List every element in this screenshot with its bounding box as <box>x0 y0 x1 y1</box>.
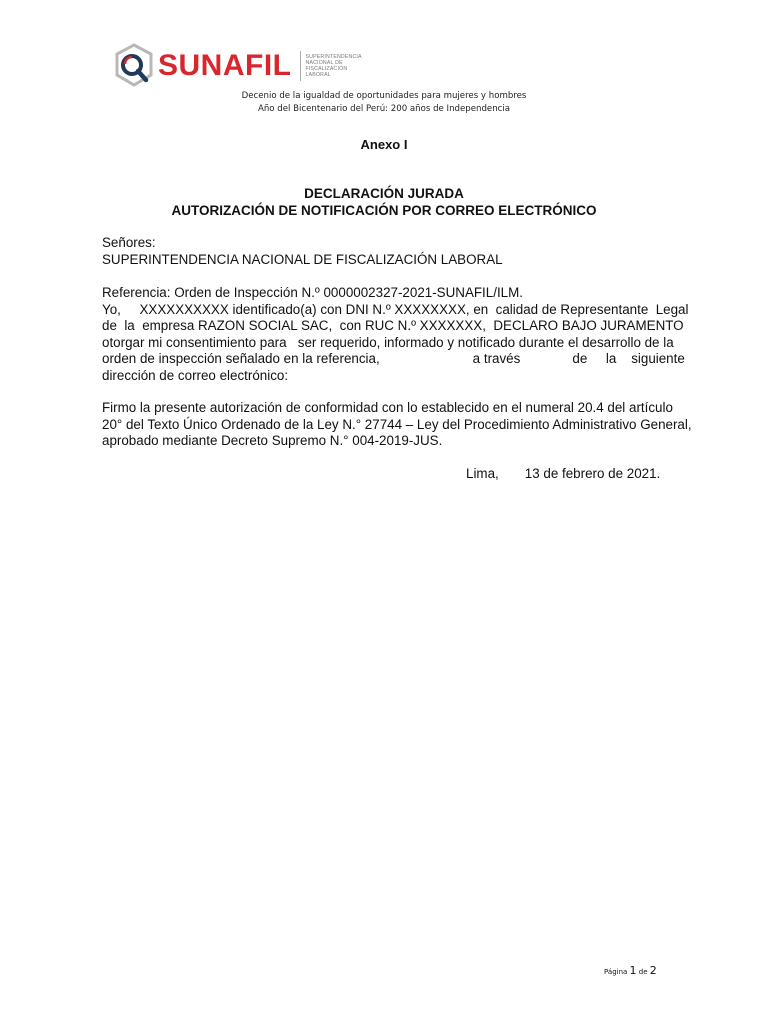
logo-wordmark: SUNAFIL <box>158 49 292 82</box>
title-line-2: AUTORIZACIÓN DE NOTIFICACIÓN POR CORREO ELECTRÓNICO <box>171 203 597 218</box>
statement-last-line: dirección de correo electrónico: <box>102 367 289 383</box>
magnifier-shield-icon <box>114 43 154 89</box>
page-word: Página <box>604 968 628 976</box>
statement-line: de la empresa RAZON SOCIAL SAC, con RUC N.º XXXXXXX, DECLARO BAJO JURAMENTO <box>102 318 684 333</box>
decenio-heading <box>0 90 768 116</box>
document-title <box>0 185 768 219</box>
statement-line: Yo, XXXXXXXXXX identificado(a) con DNI N.º XXXXXXXX, en calidad de Representante Legal <box>102 301 689 317</box>
decenio-line-1: Decenio de la igualdad de oportunidades para mujeres y hombres <box>241 91 527 101</box>
firmo-line: Firmo la presente autorización de conformidad con lo establecido en el numeral 20.4 del artículo <box>102 400 673 415</box>
addressee: SUPERINTENDENCIA NACIONAL DE FISCALIZACIÓN LABORAL <box>102 251 503 267</box>
reference-line: Referencia: Orden de Inspección N.º 0000002327-2021-SUNAFIL/ILM. <box>102 285 523 300</box>
title-line-1: DECLARACIÓN JURADA <box>304 186 464 201</box>
firmo-last-line: aprobado mediante Decreto Supremo N.° 004-2019-JUS. <box>102 433 443 448</box>
page-current: 1 <box>629 964 637 977</box>
firmo-line: 20° del Texto Único Ordenado de la Ley N.° 27744 – Ley del Procedimiento Administrativo General, <box>102 416 692 432</box>
statement-line: orden de inspección señalado en la referencia, a través de la siguiente <box>102 351 685 366</box>
statement-line: otorgar mi consentimiento para ser requerido, informado y notificado durante el desarrollo de la <box>102 334 674 350</box>
place-date: Lima, 13 de febrero de 2021. <box>466 466 661 481</box>
logo-subtitle: SUPERINTENDENCIA NACIONAL DE FISCALIZACIÓN LABORAL <box>305 54 362 78</box>
annex-title: Anexo I <box>360 137 408 152</box>
salutation: Señores: <box>102 235 156 250</box>
firmo-block <box>102 400 692 450</box>
addressee-block <box>102 235 666 268</box>
of-word: de <box>638 968 648 976</box>
decenio-line-2: Año del Bicentenario del Perú: 200 años de Independencia <box>257 104 511 114</box>
logo-divider <box>300 51 301 81</box>
page-number <box>604 964 657 977</box>
statement-block <box>102 285 689 384</box>
sunafil-logo <box>114 42 362 90</box>
page-total: 2 <box>649 964 657 977</box>
